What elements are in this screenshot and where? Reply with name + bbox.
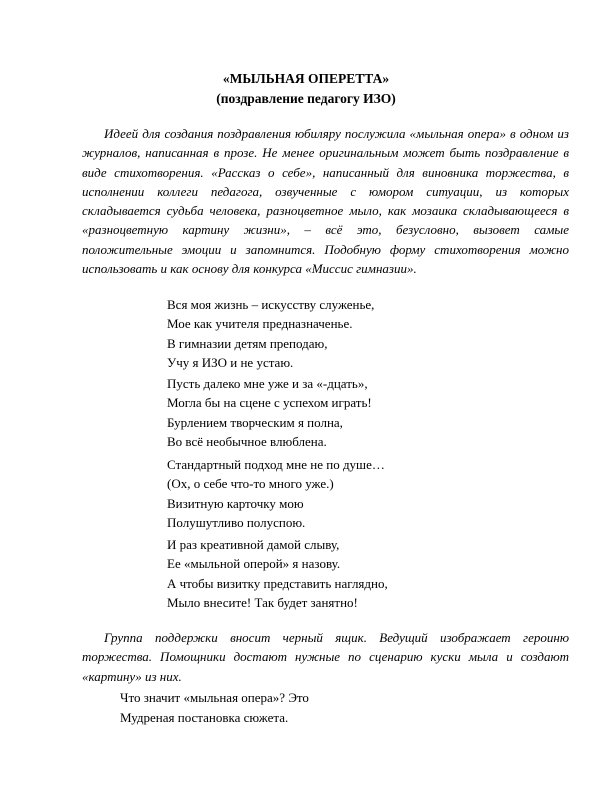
poem-stanza-3 xyxy=(167,455,385,532)
poem-line: И раз креативной дамой слыву, xyxy=(167,537,340,552)
poem-stanza-1 xyxy=(167,295,374,372)
poem-line: Мыло внесите! Так будет занятно! xyxy=(167,594,358,610)
poem-stanza-4 xyxy=(167,535,388,612)
poem-line: Во всё необычное влюблена. xyxy=(167,433,327,449)
poem-line: Полушутливо полуспою. xyxy=(167,514,306,530)
intro-paragraph xyxy=(82,124,569,278)
poem-line: Пусть далеко мне уже и за «-дцать», xyxy=(167,376,368,391)
poem-line: Бурлением творческим я полна, xyxy=(167,414,343,430)
poem-line: Учу я ИЗО и не устаю. xyxy=(167,354,294,370)
stage-direction-paragraph xyxy=(82,628,569,686)
poem-line: Могла бы на сцене с успехом играть! xyxy=(167,395,372,411)
poem-second-part xyxy=(120,688,309,728)
poem-line: Стандартный подход мне не по душе… xyxy=(167,457,385,472)
poem-line: Мудреная постановка сюжета. xyxy=(120,710,289,725)
poem-line: Что значит «мыльная опера»? Это xyxy=(120,690,309,705)
poem-line: А чтобы визитку представить наглядно, xyxy=(167,575,388,591)
poem-line: В гимназии детям преподаю, xyxy=(167,335,328,351)
document-subtitle: (поздравление педагогу ИЗО) xyxy=(216,91,396,106)
poem-line: Визитную карточку мою xyxy=(167,495,304,511)
stage-direction-text: Группа поддержки вносит черный ящик. Ведущий изображает героиню торжества. Помощники достают нужные по сценарию куски мыла и создают «картину» из них. xyxy=(82,630,569,684)
poem-line: Вся моя жизнь – искусству служенье, xyxy=(167,297,375,312)
document-title: «МЫЛЬНАЯ ОПЕРЕТТА» xyxy=(222,71,390,86)
poem-line: (Ох, о себе что-то много уже.) xyxy=(167,476,334,492)
poem-line: Ее «мыльной оперой» я назову. xyxy=(167,556,341,572)
poem-stanza-2 xyxy=(167,374,372,451)
intro-text: Идеей для создания поздравления юбиляру послужила «мыльная опера» в одном из журналов, написанная в прозе. Не менее оригинальным может быть поздравление в виде стихотворения. «Рассказ о себе», написанный для виновника торжества, в исполнении коллеги педагога, озвученные с юмором ситуации, из которых складывается судьба человека, разноцветное мыло, как мозаика складывающееся в «разноцветную картину жизни», – всё это, безусловно, вызовет самые положительные эмоции и запомнится. Подобную форму стихотворения можно использовать и как основу для конкурса «Миссис гимназии». xyxy=(82,126,569,277)
poem-line: Мое как учителя предназначенье. xyxy=(167,316,353,332)
